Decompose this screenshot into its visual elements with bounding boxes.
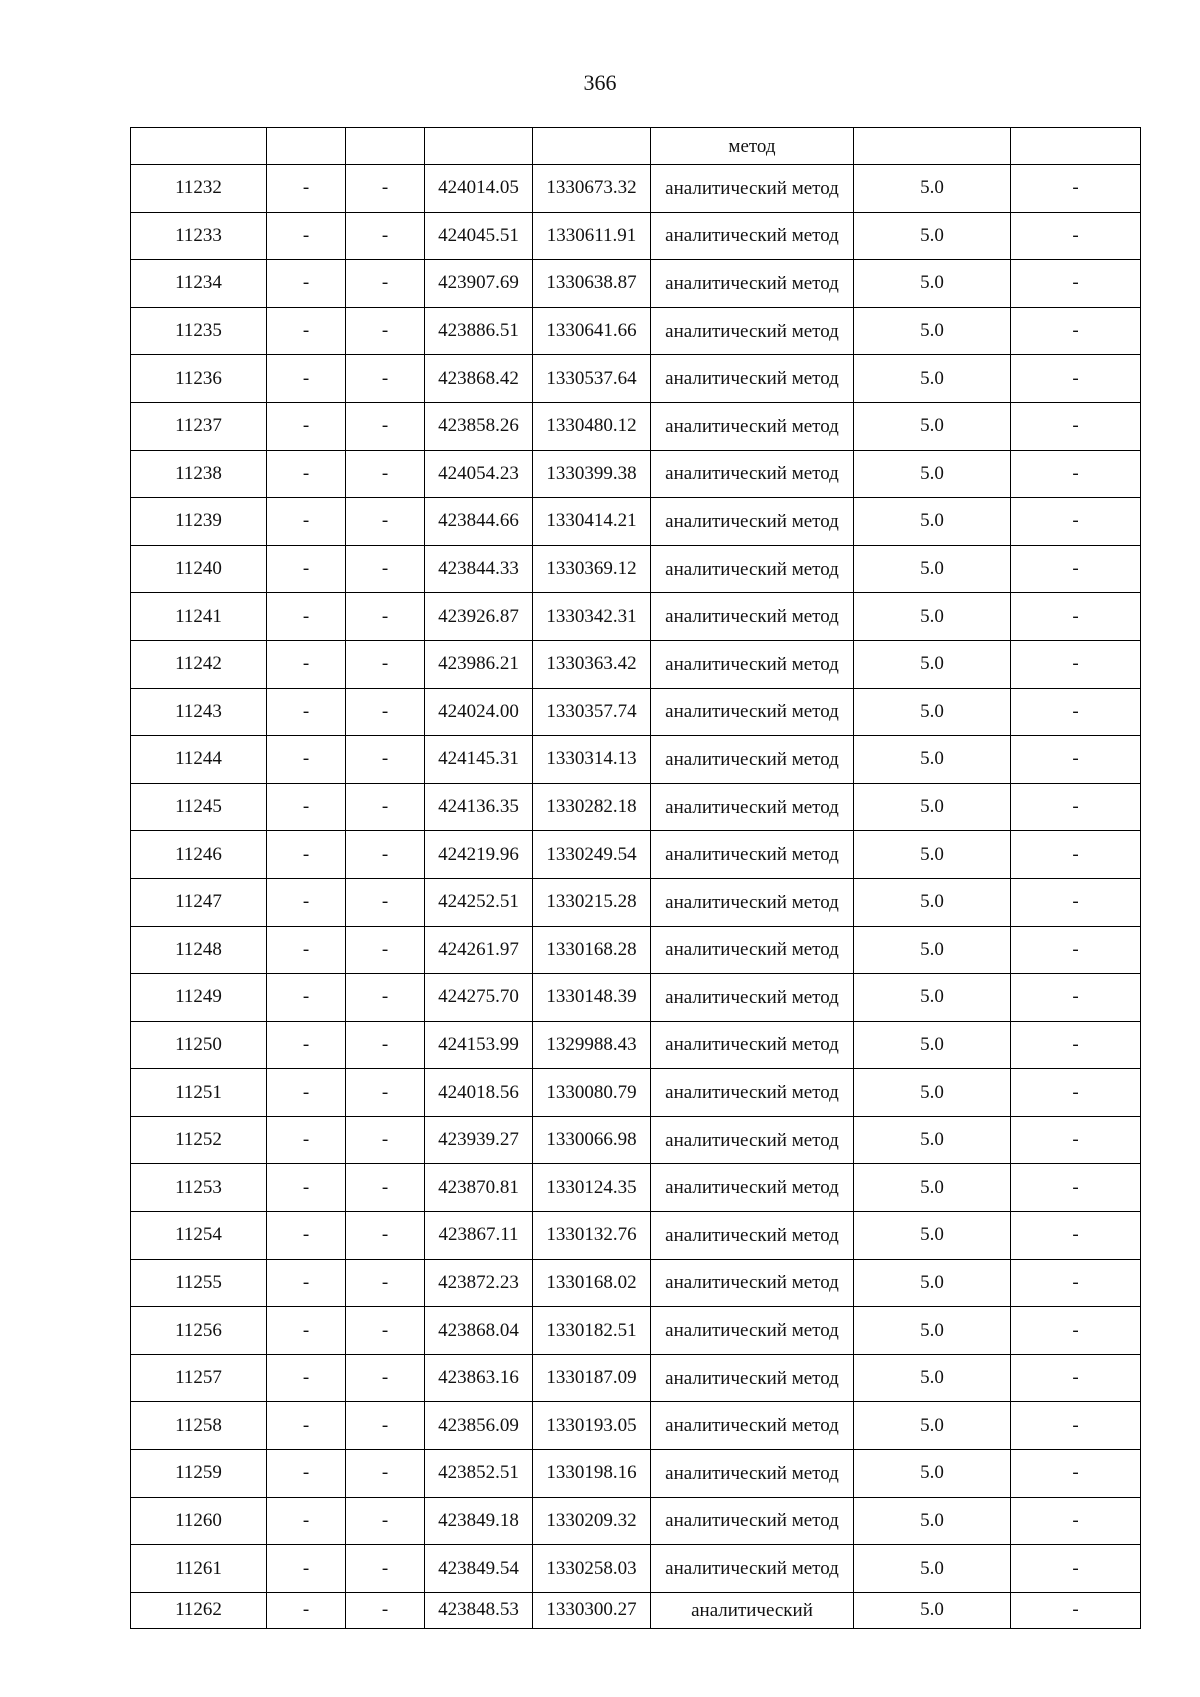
- cell-accuracy: 5.0: [854, 1497, 1011, 1545]
- cell-note: -: [1011, 783, 1141, 831]
- cell-c2: -: [267, 450, 346, 498]
- cell-id: 11260: [131, 1497, 267, 1545]
- cell-method: аналитический метод: [651, 1307, 854, 1355]
- cell-c3: -: [346, 736, 425, 784]
- cell-x: 423986.21: [425, 640, 533, 688]
- cell-method: аналитический метод: [651, 1116, 854, 1164]
- cell-y: 1330215.28: [533, 878, 651, 926]
- cell-accuracy: 5.0: [854, 783, 1011, 831]
- cell-c3: -: [346, 260, 425, 308]
- cell-id: 11245: [131, 783, 267, 831]
- cell-accuracy: 5.0: [854, 307, 1011, 355]
- table-row: [131, 355, 1141, 403]
- cell-x: 424261.97: [425, 926, 533, 974]
- cell-c2: [267, 128, 346, 165]
- cell-x: 423868.04: [425, 1307, 533, 1355]
- cell-x: 423863.16: [425, 1354, 533, 1402]
- cell-accuracy: [854, 128, 1011, 165]
- cell-id: 11233: [131, 212, 267, 260]
- cell-c2: -: [267, 1497, 346, 1545]
- cell-method: аналитический метод: [651, 1497, 854, 1545]
- cell-accuracy: 5.0: [854, 1592, 1011, 1628]
- cell-note: -: [1011, 1212, 1141, 1260]
- cell-c2: -: [267, 1402, 346, 1450]
- cell-y: 1330066.98: [533, 1116, 651, 1164]
- cell-note: -: [1011, 212, 1141, 260]
- cell-method: аналитический метод: [651, 878, 854, 926]
- table-row: [131, 974, 1141, 1022]
- cell-x: 424145.31: [425, 736, 533, 784]
- cell-c2: -: [267, 878, 346, 926]
- cell-note: -: [1011, 688, 1141, 736]
- cell-id: 11241: [131, 593, 267, 641]
- cell-c2: -: [267, 307, 346, 355]
- cell-accuracy: 5.0: [854, 1212, 1011, 1260]
- cell-id: 11253: [131, 1164, 267, 1212]
- cell-accuracy: 5.0: [854, 545, 1011, 593]
- cell-x: 424045.51: [425, 212, 533, 260]
- cell-note: -: [1011, 450, 1141, 498]
- cell-c3: -: [346, 212, 425, 260]
- cell-c2: -: [267, 974, 346, 1022]
- cell-y: 1330638.87: [533, 260, 651, 308]
- cell-x: 423849.18: [425, 1497, 533, 1545]
- cell-c3: -: [346, 1116, 425, 1164]
- cell-note: -: [1011, 1116, 1141, 1164]
- cell-y: 1330249.54: [533, 831, 651, 879]
- cell-note: -: [1011, 1307, 1141, 1355]
- cell-x: 424219.96: [425, 831, 533, 879]
- cell-y: 1330168.02: [533, 1259, 651, 1307]
- cell-y: 1330182.51: [533, 1307, 651, 1355]
- cell-id: 11240: [131, 545, 267, 593]
- cell-x: 424054.23: [425, 450, 533, 498]
- cell-c2: -: [267, 402, 346, 450]
- cell-id: 11250: [131, 1021, 267, 1069]
- cell-c3: -: [346, 1497, 425, 1545]
- cell-id: 11244: [131, 736, 267, 784]
- cell-method: метод: [651, 128, 854, 165]
- table-row: [131, 165, 1141, 213]
- table-row: [131, 1212, 1141, 1260]
- cell-accuracy: 5.0: [854, 1116, 1011, 1164]
- cell-x: 423856.09: [425, 1402, 533, 1450]
- cell-c3: -: [346, 1259, 425, 1307]
- cell-method: аналитический метод: [651, 593, 854, 641]
- cell-c2: -: [267, 640, 346, 688]
- cell-accuracy: 5.0: [854, 640, 1011, 688]
- cell-id: 11239: [131, 498, 267, 546]
- cell-c3: -: [346, 1450, 425, 1498]
- cell-y: 1330132.76: [533, 1212, 651, 1260]
- cell-id: 11261: [131, 1545, 267, 1593]
- cell-c2: -: [267, 1354, 346, 1402]
- cell-c3: -: [346, 355, 425, 403]
- table-body: [131, 128, 1141, 1629]
- cell-c2: -: [267, 593, 346, 641]
- cell-accuracy: 5.0: [854, 402, 1011, 450]
- cell-x: 423849.54: [425, 1545, 533, 1593]
- cell-method: аналитический метод: [651, 450, 854, 498]
- cell-id: 11252: [131, 1116, 267, 1164]
- cell-method: аналитический метод: [651, 307, 854, 355]
- cell-c3: -: [346, 1545, 425, 1593]
- cell-c2: -: [267, 783, 346, 831]
- cell-accuracy: 5.0: [854, 926, 1011, 974]
- cell-method: аналитический метод: [651, 926, 854, 974]
- cell-accuracy: 5.0: [854, 498, 1011, 546]
- cell-c2: -: [267, 212, 346, 260]
- cell-c3: -: [346, 1354, 425, 1402]
- cell-c3: -: [346, 450, 425, 498]
- cell-c3: -: [346, 783, 425, 831]
- table-row: [131, 307, 1141, 355]
- cell-note: -: [1011, 926, 1141, 974]
- cell-x: 423926.87: [425, 593, 533, 641]
- cell-note: -: [1011, 498, 1141, 546]
- cell-c2: -: [267, 688, 346, 736]
- cell-id: 11243: [131, 688, 267, 736]
- cell-x: 423858.26: [425, 402, 533, 450]
- cell-id: 11255: [131, 1259, 267, 1307]
- cell-y: 1330314.13: [533, 736, 651, 784]
- cell-method: аналитический метод: [651, 783, 854, 831]
- cell-y: 1330124.35: [533, 1164, 651, 1212]
- cell-c2: -: [267, 165, 346, 213]
- cell-y: 1330193.05: [533, 1402, 651, 1450]
- cell-note: -: [1011, 545, 1141, 593]
- cell-x: 424275.70: [425, 974, 533, 1022]
- cell-note: -: [1011, 1450, 1141, 1498]
- cell-y: 1330282.18: [533, 783, 651, 831]
- cell-accuracy: 5.0: [854, 1069, 1011, 1117]
- cell-c2: -: [267, 1450, 346, 1498]
- cell-accuracy: 5.0: [854, 688, 1011, 736]
- cell-id: 11259: [131, 1450, 267, 1498]
- cell-c3: -: [346, 1021, 425, 1069]
- cell-method: аналитический метод: [651, 736, 854, 784]
- cell-note: -: [1011, 1592, 1141, 1628]
- cell-c2: -: [267, 736, 346, 784]
- cell-id: [131, 128, 267, 165]
- cell-id: 11238: [131, 450, 267, 498]
- cell-accuracy: 5.0: [854, 355, 1011, 403]
- table-row: [131, 260, 1141, 308]
- cell-id: 11256: [131, 1307, 267, 1355]
- cell-note: -: [1011, 736, 1141, 784]
- cell-method: аналитический метод: [651, 1354, 854, 1402]
- cell-note: -: [1011, 1259, 1141, 1307]
- cell-method: аналитический метод: [651, 1545, 854, 1593]
- cell-method: аналитический метод: [651, 1164, 854, 1212]
- cell-c3: -: [346, 1212, 425, 1260]
- cell-accuracy: 5.0: [854, 831, 1011, 879]
- cell-id: 11234: [131, 260, 267, 308]
- cell-x: 423886.51: [425, 307, 533, 355]
- cell-y: 1330641.66: [533, 307, 651, 355]
- cell-x: 423848.53: [425, 1592, 533, 1628]
- cell-c2: -: [267, 1545, 346, 1593]
- cell-y: 1330363.42: [533, 640, 651, 688]
- cell-x: 424024.00: [425, 688, 533, 736]
- cell-c2: -: [267, 926, 346, 974]
- table-row: [131, 1116, 1141, 1164]
- table-row: [131, 688, 1141, 736]
- cell-method: аналитический метод: [651, 688, 854, 736]
- cell-method: аналитический метод: [651, 1212, 854, 1260]
- cell-c2: -: [267, 1307, 346, 1355]
- cell-x: 423867.11: [425, 1212, 533, 1260]
- table-row: [131, 1259, 1141, 1307]
- table-row: [131, 1307, 1141, 1355]
- table-row: [131, 1021, 1141, 1069]
- cell-c3: -: [346, 1307, 425, 1355]
- table-row: [131, 1402, 1141, 1450]
- cell-accuracy: 5.0: [854, 260, 1011, 308]
- cell-id: 11235: [131, 307, 267, 355]
- cell-id: 11251: [131, 1069, 267, 1117]
- cell-x: 423907.69: [425, 260, 533, 308]
- cell-c2: -: [267, 1212, 346, 1260]
- cell-note: -: [1011, 1402, 1141, 1450]
- cell-x: 424136.35: [425, 783, 533, 831]
- cell-c3: -: [346, 926, 425, 974]
- cell-y: 1329988.43: [533, 1021, 651, 1069]
- cell-x: 423844.66: [425, 498, 533, 546]
- cell-x: 424018.56: [425, 1069, 533, 1117]
- cell-id: 11262: [131, 1592, 267, 1628]
- cell-c3: -: [346, 831, 425, 879]
- cell-c3: -: [346, 165, 425, 213]
- table-row: [131, 593, 1141, 641]
- cell-c3: -: [346, 1592, 425, 1628]
- cell-c3: [346, 128, 425, 165]
- cell-id: 11254: [131, 1212, 267, 1260]
- cell-method: аналитический метод: [651, 1259, 854, 1307]
- cell-method: аналитический метод: [651, 640, 854, 688]
- table-row: [131, 1545, 1141, 1593]
- cell-y: 1330342.31: [533, 593, 651, 641]
- cell-method: аналитический метод: [651, 260, 854, 308]
- cell-x: 424252.51: [425, 878, 533, 926]
- cell-c3: -: [346, 1164, 425, 1212]
- cell-y: 1330187.09: [533, 1354, 651, 1402]
- cell-c3: -: [346, 1402, 425, 1450]
- cell-note: -: [1011, 355, 1141, 403]
- cell-x: 423868.42: [425, 355, 533, 403]
- cell-method: аналитический метод: [651, 355, 854, 403]
- cell-id: 11246: [131, 831, 267, 879]
- cell-accuracy: 5.0: [854, 212, 1011, 260]
- cell-y: 1330258.03: [533, 1545, 651, 1593]
- table-row: [131, 736, 1141, 784]
- cell-note: -: [1011, 260, 1141, 308]
- cell-y: 1330480.12: [533, 402, 651, 450]
- table-row: [131, 212, 1141, 260]
- cell-accuracy: 5.0: [854, 974, 1011, 1022]
- cell-accuracy: 5.0: [854, 593, 1011, 641]
- cell-x: 423870.81: [425, 1164, 533, 1212]
- cell-method: аналитический метод: [651, 1021, 854, 1069]
- cell-y: 1330537.64: [533, 355, 651, 403]
- table-row: [131, 450, 1141, 498]
- cell-y: 1330369.12: [533, 545, 651, 593]
- table-row: [131, 640, 1141, 688]
- cell-method: аналитический метод: [651, 831, 854, 879]
- cell-id: 11236: [131, 355, 267, 403]
- cell-x: 423872.23: [425, 1259, 533, 1307]
- cell-id: 11248: [131, 926, 267, 974]
- cell-c3: -: [346, 545, 425, 593]
- cell-id: 11232: [131, 165, 267, 213]
- cell-id: 11242: [131, 640, 267, 688]
- cell-note: -: [1011, 1164, 1141, 1212]
- continuation-row: [131, 128, 1141, 165]
- cell-y: 1330414.21: [533, 498, 651, 546]
- cell-y: 1330168.28: [533, 926, 651, 974]
- cell-method: аналитический метод: [651, 1069, 854, 1117]
- cell-id: 11257: [131, 1354, 267, 1402]
- cell-note: -: [1011, 1069, 1141, 1117]
- cell-accuracy: 5.0: [854, 1307, 1011, 1355]
- cell-c2: -: [267, 545, 346, 593]
- cell-accuracy: 5.0: [854, 1259, 1011, 1307]
- cell-note: -: [1011, 1545, 1141, 1593]
- cell-method: аналитический метод: [651, 545, 854, 593]
- cell-id: 11237: [131, 402, 267, 450]
- cell-c3: -: [346, 307, 425, 355]
- cell-c2: -: [267, 1259, 346, 1307]
- cell-c3: -: [346, 593, 425, 641]
- cell-note: -: [1011, 831, 1141, 879]
- cell-accuracy: 5.0: [854, 1545, 1011, 1593]
- cell-y: 1330357.74: [533, 688, 651, 736]
- cell-c3: -: [346, 402, 425, 450]
- cell-method: аналитический: [651, 1592, 854, 1628]
- cell-x: 423852.51: [425, 1450, 533, 1498]
- cell-c3: -: [346, 498, 425, 546]
- cell-note: -: [1011, 402, 1141, 450]
- cell-note: -: [1011, 1021, 1141, 1069]
- cell-note: -: [1011, 307, 1141, 355]
- cell-c2: -: [267, 1116, 346, 1164]
- cell-id: 11258: [131, 1402, 267, 1450]
- table-row: [131, 1164, 1141, 1212]
- cell-x: [425, 128, 533, 165]
- cell-method: аналитический метод: [651, 1450, 854, 1498]
- cell-note: -: [1011, 593, 1141, 641]
- cell-accuracy: 5.0: [854, 165, 1011, 213]
- cell-c3: -: [346, 878, 425, 926]
- cell-x: 424014.05: [425, 165, 533, 213]
- cell-method: аналитический метод: [651, 212, 854, 260]
- table-row: [131, 831, 1141, 879]
- table-row: [131, 402, 1141, 450]
- cell-method: аналитический метод: [651, 498, 854, 546]
- cell-y: 1330300.27: [533, 1592, 651, 1628]
- cell-c2: -: [267, 1164, 346, 1212]
- cell-c2: -: [267, 831, 346, 879]
- table-row: [131, 545, 1141, 593]
- table-row: [131, 1592, 1141, 1628]
- cell-note: -: [1011, 165, 1141, 213]
- cell-y: 1330399.38: [533, 450, 651, 498]
- cell-c2: -: [267, 1592, 346, 1628]
- table-row: [131, 1069, 1141, 1117]
- cell-accuracy: 5.0: [854, 1164, 1011, 1212]
- table-row: [131, 498, 1141, 546]
- cell-note: [1011, 128, 1141, 165]
- cell-x: 424153.99: [425, 1021, 533, 1069]
- cell-accuracy: 5.0: [854, 1021, 1011, 1069]
- cell-y: 1330080.79: [533, 1069, 651, 1117]
- cell-y: 1330209.32: [533, 1497, 651, 1545]
- cell-accuracy: 5.0: [854, 736, 1011, 784]
- cell-accuracy: 5.0: [854, 1402, 1011, 1450]
- cell-y: 1330611.91: [533, 212, 651, 260]
- cell-method: аналитический метод: [651, 974, 854, 1022]
- table-row: [131, 1497, 1141, 1545]
- table-row: [131, 1354, 1141, 1402]
- table-row: [131, 1450, 1141, 1498]
- cell-accuracy: 5.0: [854, 450, 1011, 498]
- cell-c2: -: [267, 498, 346, 546]
- cell-y: 1330673.32: [533, 165, 651, 213]
- cell-accuracy: 5.0: [854, 1354, 1011, 1402]
- coordinates-table: [130, 127, 1141, 1629]
- cell-c3: -: [346, 974, 425, 1022]
- cell-accuracy: 5.0: [854, 878, 1011, 926]
- cell-note: -: [1011, 974, 1141, 1022]
- cell-note: -: [1011, 1354, 1141, 1402]
- cell-c2: -: [267, 260, 346, 308]
- cell-c2: -: [267, 1021, 346, 1069]
- cell-c2: -: [267, 355, 346, 403]
- cell-c2: -: [267, 1069, 346, 1117]
- cell-note: -: [1011, 878, 1141, 926]
- cell-y: 1330198.16: [533, 1450, 651, 1498]
- cell-id: 11249: [131, 974, 267, 1022]
- cell-c3: -: [346, 688, 425, 736]
- cell-method: аналитический метод: [651, 402, 854, 450]
- cell-note: -: [1011, 640, 1141, 688]
- cell-c3: -: [346, 1069, 425, 1117]
- cell-c3: -: [346, 640, 425, 688]
- cell-y: 1330148.39: [533, 974, 651, 1022]
- cell-method: аналитический метод: [651, 1402, 854, 1450]
- cell-y: [533, 128, 651, 165]
- cell-id: 11247: [131, 878, 267, 926]
- table-row: [131, 878, 1141, 926]
- table-row: [131, 926, 1141, 974]
- cell-x: 423844.33: [425, 545, 533, 593]
- page-number: 366: [583, 70, 617, 95]
- cell-accuracy: 5.0: [854, 1450, 1011, 1498]
- cell-x: 423939.27: [425, 1116, 533, 1164]
- table-row: [131, 783, 1141, 831]
- cell-method: аналитический метод: [651, 165, 854, 213]
- cell-note: -: [1011, 1497, 1141, 1545]
